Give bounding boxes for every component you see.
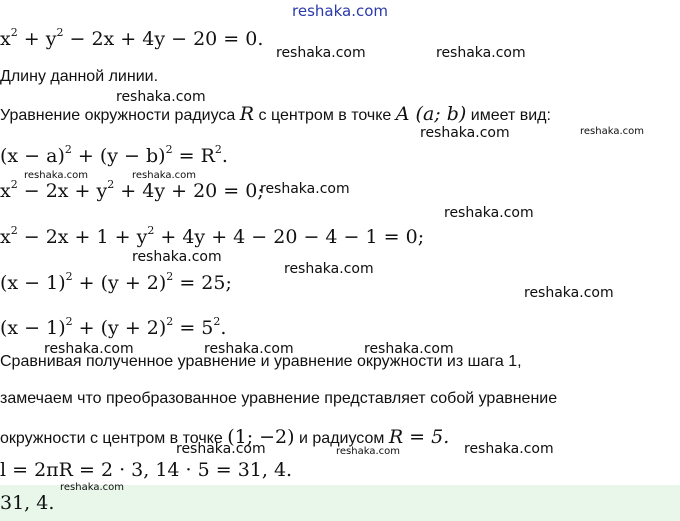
circle-radius: R = 5.	[388, 426, 450, 448]
watermark: reshaka.com	[524, 285, 614, 301]
watermark: reshaka.com	[44, 341, 134, 357]
conclusion-text-2: и радиусом	[294, 430, 389, 447]
watermark: reshaka.com	[60, 482, 124, 493]
watermark: reshaka.com	[284, 261, 374, 277]
intro-text-2: с центром в точке	[254, 107, 396, 124]
conclusion-text-1: окружности с центром в точке	[0, 430, 228, 447]
watermark: reshaka.com	[364, 341, 454, 357]
watermark: reshaka.com	[420, 125, 510, 141]
transform-step-3: $(x - 1)^2 + (y + 2)^2 = 25$;	[0, 270, 232, 294]
radius-symbol: R	[239, 103, 255, 125]
watermark: reshaka.com	[336, 446, 400, 457]
watermark: reshaka.com	[132, 170, 196, 181]
watermark: reshaka.com	[444, 205, 534, 221]
conclusion-line-2: замечаем что преобразованное уравнение представляет собой уравнение	[0, 390, 558, 407]
circle-center: (1; −2)	[227, 426, 295, 448]
answer-value: 31, 4.	[0, 492, 55, 514]
center-point: A (a; b)	[395, 103, 467, 125]
watermark: reshaka.com	[132, 249, 222, 265]
watermark: reshaka.com	[116, 89, 206, 105]
transform-step-1: $x^2 - 2x + y^2 + 4y + 20 = 0$;	[0, 178, 264, 202]
watermark: reshaka.com	[276, 45, 366, 61]
watermark: reshaka.com	[260, 181, 350, 197]
watermark: reshaka.com	[176, 441, 266, 457]
watermark: reshaka.com	[436, 45, 526, 61]
watermark: reshaka.com	[292, 2, 388, 20]
transform-step-4: $(x - 1)^2 + (y + 2)^2 = 5^2$.	[0, 315, 227, 339]
watermark: reshaka.com	[24, 170, 88, 181]
task-statement: Длину данной линии.	[0, 68, 159, 85]
watermark: reshaka.com	[204, 341, 294, 357]
watermark: reshaka.com	[464, 441, 554, 457]
circle-equation-intro	[0, 103, 551, 125]
transform-step-2: $x^2 - 2x + 1 + y^2 + 4y + 4 - 20 - 4 - 1 = 0$;	[0, 224, 425, 248]
watermark: reshaka.com	[580, 126, 644, 137]
general-circle-equation: $(x - a)^2 + (y - b)^2 = R^2$.	[0, 143, 228, 167]
given-equation: $x^2 + y^2 - 2x + 4y - 20 = 0$.	[0, 26, 264, 50]
intro-text-1: Уравнение окружности радиуса	[0, 107, 240, 124]
circumference-calculation: l = 2πR = 2 · 3, 14 · 5 = 31, 4.	[0, 459, 293, 481]
intro-text-3: имеет вид:	[466, 107, 551, 124]
conclusion-line-1: Сравнивая полученное уравнение и уравнение окружности из шага 1,	[0, 353, 522, 370]
